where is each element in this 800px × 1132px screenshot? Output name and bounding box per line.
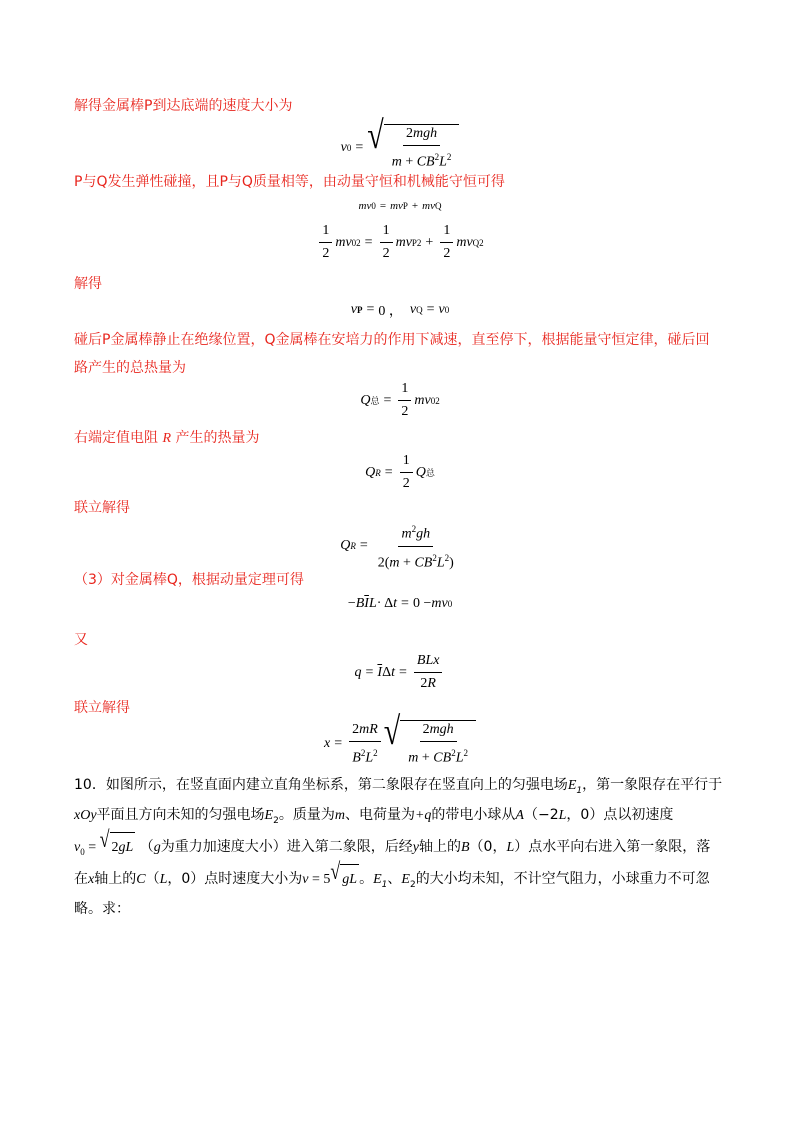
answer-text-1: 解得金属棒P到达底端的速度大小为 [74, 98, 293, 114]
answer-text-7: （3）对金属棒Q，根据动量定理可得 [74, 572, 304, 588]
answer-text-6: 联立解得 [74, 500, 130, 516]
equation-velocities: v P = 0 ， v Q = v 0 [350, 302, 450, 319]
answer-text-8: 又 [74, 632, 88, 648]
equation-q-total: Q 总 = $\frac{1}{2}$ mv 0 2 [360, 381, 440, 419]
answer-text-5: 右端定值电阻 R 产生的热量为 [74, 430, 260, 446]
problem-10-line-1: 10．如图所示，在竖直面内建立直角坐标系，第二象限存在竖直向上的匀强电场$E_1$，第一象限存在平行于 [74, 777, 723, 796]
answer-text-9: 联立解得 [74, 700, 130, 716]
problem-10-line-4: 在x轴上的C（L，0）点时速度大小为v = 5 √ gL 。$E_1$、$E_2$的大小均未知，不计空气阻力，小球重力不可忽 [74, 864, 734, 900]
equation-q-r: Q R = $\frac{1}{2}$ Q 总 [365, 453, 435, 491]
equation-momentum: mv 0 = mv P + mv Q [358, 200, 442, 212]
problem-10-line-2: xOy平面且方向未知的匀强电场$E_2$。质量为m、电荷量为+q的带电小球从A（−2L，0）点以初速度 [74, 807, 674, 826]
problem-10-line-5: 略。求： [74, 901, 130, 917]
equation-impulse: − B $\overline{I}$ L · Δ t = 0 − mv 0 [347, 596, 453, 611]
equation-charge: q = $\overline{I}$ Δ t = $\frac{\text{BLx}}{2R}$ [0, 652, 800, 693]
equation-v0: v 0 = √ $\frac{\text{2mgh}}{m + CB^2L^2}$ [0, 124, 800, 172]
equation-x: x = $\frac{2mR}{B^2L^2}$ √ $\frac{\text{2mgh}}{m + CB^2L^2}$ [0, 720, 800, 768]
problem-10-line-3: $v_0$ = √ 2 gL （g为重力加速度大小）进入第二象限，后经y轴上的B（0，L）点水平向右进入第一象限，落 [74, 832, 734, 867]
answer-text-4b: 路产生的总热量为 [74, 360, 186, 376]
equation-q-r-result: Q R = $\frac{m^2gh}{2(m + CB^2L^2)}$ [0, 520, 800, 572]
answer-text-4a: 碰后P金属棒静止在绝缘位置，Q金属棒在安培力的作用下减速，直至停下，根据能量守恒定律，碰后回 [74, 332, 710, 348]
answer-text-3: 解得 [74, 276, 102, 292]
answer-text-2: P与Q发生弹性碰撞，且P与Q质量相等，由动量守恒和机械能守恒可得 [74, 174, 505, 190]
equation-energy: $\frac{1}{2}$ mv 0 2 = $\frac{1}{2}$ mv P 2 + $\frac{1}{2}$ mv Q 2 [0, 222, 800, 263]
